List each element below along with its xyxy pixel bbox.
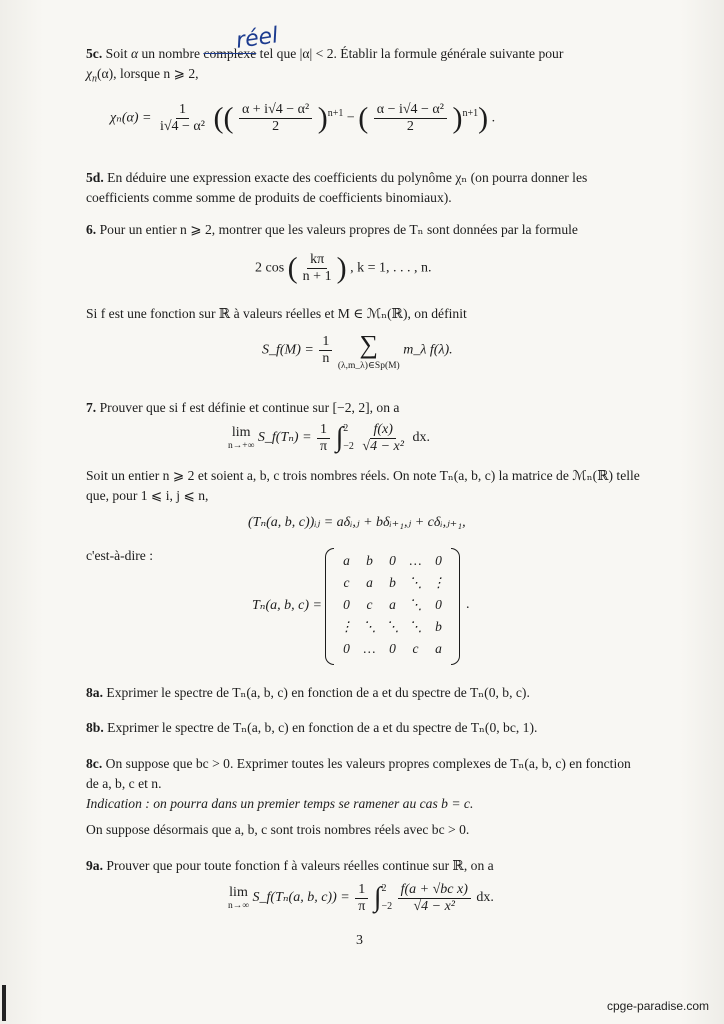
matrix-cell: 0 bbox=[343, 641, 350, 656]
integral-symbol: ∫ bbox=[335, 422, 344, 453]
eq-lhs: S_f(Tₙ(a, b, c)) = bbox=[252, 890, 350, 906]
equation-chi: χₙ(α) = $\frac{1}{\text{i√4 − α²}}$ (( $\frac{\text{α + i√4 − α²}}{2}$ )$^{n+1}$ − ( $\frac{\text{α − i√4 − α²}}{2}$ )$^{n+1}$) . bbox=[110, 101, 496, 135]
matrix-grid bbox=[335, 550, 450, 660]
matrix-cell: ⋱ bbox=[385, 619, 400, 634]
eq-text: (Tₙ(a, b, c))ᵢⱼ = aδᵢ,ⱼ + bδᵢ₊₁,ⱼ + cδᵢ,ⱼ₊₁, bbox=[248, 515, 466, 530]
matrix-cell: c bbox=[343, 575, 350, 590]
denominator: √4 − x² bbox=[362, 438, 404, 454]
question-8c bbox=[86, 754, 646, 814]
question-number: 9a. bbox=[86, 858, 103, 873]
matrix-cell: a bbox=[389, 597, 396, 612]
fraction bbox=[355, 882, 368, 915]
upper-bound: 2 bbox=[381, 883, 387, 894]
matrix-cell: a bbox=[343, 553, 350, 568]
upper-bound: 2 bbox=[343, 423, 349, 434]
eq-lhs: 2 cos bbox=[255, 260, 285, 276]
numerator: 1 bbox=[317, 422, 330, 439]
question-number: 5c. bbox=[86, 46, 103, 61]
matrix-cell: a bbox=[366, 575, 373, 590]
matrix-cell: ⋱ bbox=[408, 597, 423, 612]
question-number: 5d. bbox=[86, 170, 104, 185]
equation-sf bbox=[262, 330, 453, 371]
denominator: π bbox=[320, 438, 328, 454]
text: tel que |α| < 2. Établir la formule générale suivante pour bbox=[256, 46, 564, 61]
equation-limit-2 bbox=[228, 880, 494, 916]
question-text: Exprimer le spectre de Tₙ(a, b, c) en fonction de a et du spectre de Tₙ(0, bc, 1). bbox=[107, 720, 538, 735]
limit bbox=[228, 425, 254, 451]
matrix-cell: ⋮ bbox=[339, 619, 354, 634]
sum bbox=[338, 330, 400, 371]
matrix-cell: ⋱ bbox=[362, 619, 377, 634]
fraction bbox=[319, 334, 332, 367]
question-5d bbox=[86, 168, 646, 208]
denominator: π bbox=[358, 898, 366, 914]
fraction bbox=[157, 102, 208, 135]
matrix-cell: 0 bbox=[389, 641, 396, 656]
fraction bbox=[374, 102, 447, 135]
question-7 bbox=[86, 398, 646, 418]
paragraph-text: Si f est une fonction sur ℝ à valeurs réelles et M ∈ ℳₙ(ℝ), on définit bbox=[86, 306, 467, 321]
matrix-right-bracket bbox=[451, 548, 460, 665]
question-8a bbox=[86, 683, 646, 703]
punct: . bbox=[466, 597, 470, 612]
equation-eigenvalues: 2 cos ( $\frac{k\pi}{n + 1}$ ) , k = 1, . . . , n. bbox=[255, 251, 432, 285]
matrix-cell: 0 bbox=[343, 597, 350, 612]
limit bbox=[228, 885, 249, 911]
matrix-end bbox=[466, 597, 470, 613]
lower-bound: −2 bbox=[381, 901, 393, 912]
definition-sf bbox=[86, 304, 646, 324]
matrix-cell: c bbox=[366, 597, 373, 612]
scan-edge bbox=[2, 985, 6, 1021]
matrix-cell: 0 bbox=[435, 553, 442, 568]
fraction bbox=[359, 422, 407, 455]
question-6 bbox=[86, 220, 646, 240]
integral-symbol: ∫ bbox=[373, 882, 382, 913]
text: (α), lorsque n ⩾ 2, bbox=[96, 66, 199, 81]
hint-text: Indication : on pourra dans un premier temps se ramener au cas b = c. bbox=[86, 796, 474, 811]
matrix-lhs bbox=[252, 597, 322, 614]
numerator: f(a + √bc x) bbox=[398, 882, 471, 899]
integral-bounds bbox=[381, 880, 392, 916]
matrix-cell: b bbox=[366, 553, 373, 568]
numerator: kπ bbox=[307, 252, 327, 269]
matrix-cell: 0 bbox=[435, 597, 442, 612]
equation-tn-entries bbox=[248, 514, 466, 531]
matrix-cell: ⋮ bbox=[431, 575, 446, 590]
footer-watermark: cpge-paradise.com bbox=[607, 999, 710, 1013]
punct: . bbox=[491, 110, 496, 126]
fraction bbox=[300, 252, 335, 285]
text: α bbox=[130, 46, 139, 61]
denominator: 2 bbox=[272, 119, 280, 134]
lower-bound: −2 bbox=[343, 441, 354, 452]
sum-symbol: ∑ bbox=[359, 330, 379, 359]
question-number: 6. bbox=[86, 222, 97, 237]
matrix-cell: b bbox=[389, 575, 396, 590]
question-text: En déduire une expression exacte des coefficients du polynôme χₙ (on pourra donner les coefficients comme somme de produits de coefficients binomiaux). bbox=[86, 170, 588, 205]
handwritten-annotation: réel bbox=[234, 23, 280, 54]
lim-sub: n→+∞ bbox=[228, 441, 255, 451]
text: χ bbox=[86, 66, 92, 81]
numerator: 1 bbox=[355, 882, 368, 899]
question-5c: 5c. Soit α un nombre complexe tel que |α| < 2. Établir la formule générale suivante pour $\chi_n(\alpha)$, lorsque n ⩾ 2, bbox=[86, 46, 564, 85]
text: un nombre bbox=[138, 46, 204, 61]
operator: − bbox=[346, 110, 355, 126]
matrix-cell: 0 bbox=[389, 553, 396, 568]
eq-rest: , k = 1, . . . , n. bbox=[350, 260, 432, 276]
denominator: i√4 − α² bbox=[159, 119, 205, 134]
matrix-cell: ⋱ bbox=[408, 619, 423, 634]
question-9a bbox=[86, 856, 646, 876]
matrix-cell: c bbox=[412, 641, 419, 656]
matrix-left-bracket bbox=[325, 548, 334, 665]
eq-lhs: Tₙ(a, b, c) = bbox=[252, 598, 322, 613]
question-text: Prouver que pour toute fonction f à valeurs réelles continue sur ℝ, on a bbox=[106, 858, 494, 873]
numerator: f(x) bbox=[370, 422, 395, 439]
matrix-cell: ⋱ bbox=[408, 575, 423, 590]
paragraph-text: On suppose désormais que a, b, c sont trois nombres réels avec bc > 0. bbox=[86, 822, 470, 837]
matrix-cell: b bbox=[435, 619, 442, 634]
numerator: α − i√4 − α² bbox=[374, 102, 447, 119]
lim-sub: n→∞ bbox=[228, 901, 250, 911]
eq-lhs: S_f(Tₙ) = bbox=[257, 430, 312, 446]
fraction bbox=[398, 882, 471, 915]
matrix-cell: … bbox=[363, 641, 376, 656]
text: Soit bbox=[105, 46, 131, 61]
fraction bbox=[239, 102, 312, 135]
denominator: n + 1 bbox=[302, 269, 332, 284]
definition-tn bbox=[86, 466, 646, 506]
paragraph-text: c'est-à-dire : bbox=[86, 548, 153, 563]
fraction bbox=[317, 422, 330, 455]
denominator: n bbox=[322, 351, 330, 366]
lim-text: lim bbox=[229, 885, 248, 900]
question-number: 7. bbox=[86, 400, 97, 415]
question-text: Pour un entier n ⩾ 2, montrer que les valeurs propres de Tₙ sont données par la formule bbox=[99, 222, 578, 237]
matrix-cell: … bbox=[409, 553, 422, 568]
exponent: n+1 bbox=[462, 108, 479, 120]
integral-bounds bbox=[343, 420, 354, 456]
question-text: On suppose que bc > 0. Exprimer toutes les valeurs propres complexes de Tₙ(a, b, c) en fonction de a, b, c et n. bbox=[86, 756, 631, 791]
exponent: n+1 bbox=[327, 108, 344, 120]
sum-index: (λ,m_λ)∈Sp(M) bbox=[337, 361, 400, 371]
numerator: 1 bbox=[176, 102, 189, 119]
question-8b bbox=[86, 718, 646, 738]
denominator: √4 − x² bbox=[413, 898, 455, 914]
eq-lhs: χₙ(α) = bbox=[110, 110, 152, 126]
equation-limit-1 bbox=[228, 420, 430, 456]
denominator: 2 bbox=[406, 119, 414, 134]
numerator: α + i√4 − α² bbox=[239, 102, 312, 119]
question-number: 8a. bbox=[86, 685, 103, 700]
matrix-cell: a bbox=[435, 641, 442, 656]
struck-word: complexe bbox=[203, 46, 257, 61]
eq-lhs: S_f(M) = bbox=[262, 342, 314, 358]
eq-rhs: m_λ f(λ). bbox=[403, 342, 453, 358]
page-number: 3 bbox=[356, 933, 363, 948]
assumption bbox=[86, 820, 646, 840]
lim-text: lim bbox=[231, 425, 251, 440]
question-text: Exprimer le spectre de Tₙ(a, b, c) en fonction de a et du spectre de Tₙ(0, b, c). bbox=[106, 685, 530, 700]
question-number: 8c. bbox=[86, 756, 103, 771]
paragraph-text: Soit un entier n ⩾ 2 et soient a, b, c trois nombres réels. On note Tₙ(a, b, c) la matrice de ℳₙ(ℝ) telle que, pour 1 ⩽ i, j ⩽ n, bbox=[86, 468, 640, 503]
question-number: 8b. bbox=[86, 720, 104, 735]
differential: dx. bbox=[412, 430, 430, 446]
question-text: Prouver que si f est définie et continue sur [−2, 2], on a bbox=[99, 400, 400, 415]
matrix-tn bbox=[325, 548, 460, 663]
numerator: 1 bbox=[319, 334, 332, 351]
differential: dx. bbox=[476, 890, 494, 906]
